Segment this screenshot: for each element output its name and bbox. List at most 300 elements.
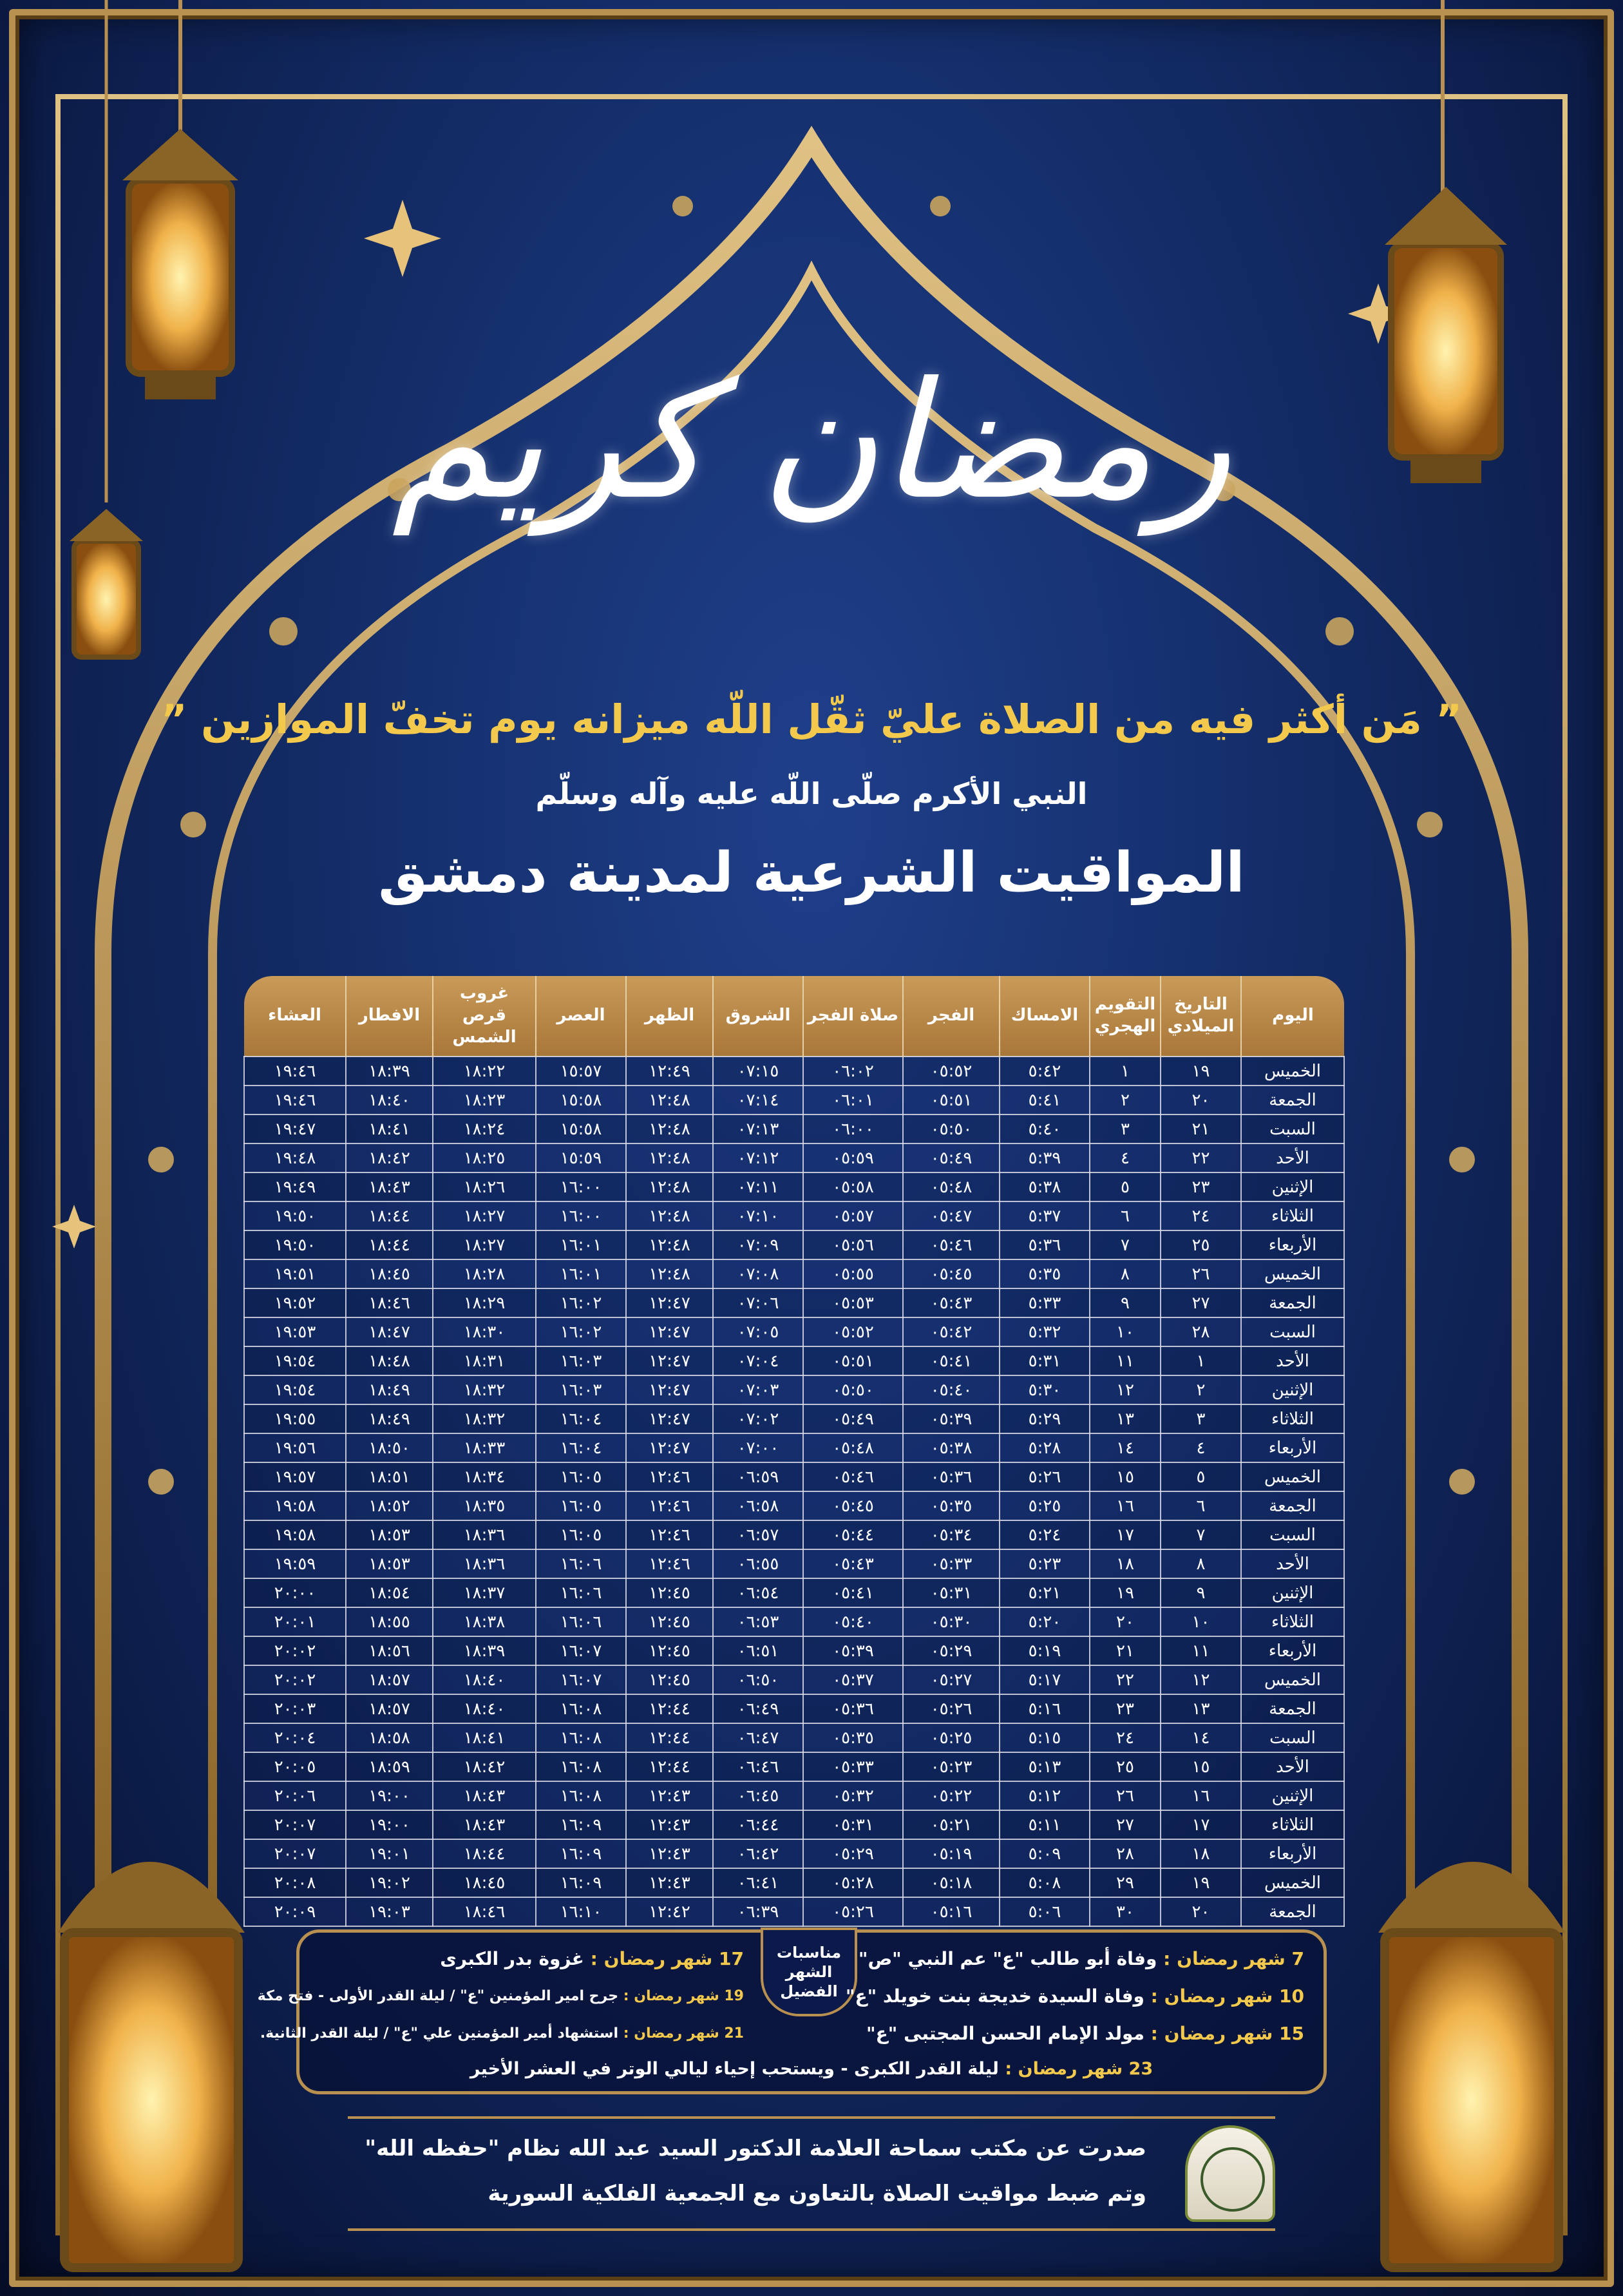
table-cell: ١٤ — [1161, 1723, 1241, 1752]
table-cell: ١٦:١٠ — [536, 1897, 626, 1926]
column-header: العشاء — [244, 976, 346, 1057]
table-cell: ٠٥:٥٠ — [903, 1115, 1000, 1143]
table-cell: ٢١ — [1161, 1115, 1241, 1143]
table-cell: ١٨:٤٠ — [433, 1665, 536, 1694]
table-cell: ٠٥:٣٩ — [803, 1636, 903, 1665]
table-cell: ٠٦:٠٠ — [803, 1115, 903, 1143]
table-cell: ١٢:٤٦ — [626, 1491, 713, 1520]
table-cell: ٠٥:٢٣ — [903, 1752, 1000, 1781]
table-cell: ٦ — [1161, 1491, 1241, 1520]
table-cell: ١٦ — [1090, 1491, 1161, 1520]
table-cell: ١٢:٤٧ — [626, 1346, 713, 1375]
event-item — [866, 2023, 1304, 2044]
table-cell: الجمعة — [1241, 1491, 1344, 1520]
table-cell: ١٨:٢٤ — [433, 1115, 536, 1143]
table-cell: ٢٨ — [1090, 1839, 1161, 1868]
table-cell: ١٦:٠٢ — [536, 1317, 626, 1346]
table-cell: ١٩:٥٧ — [244, 1462, 346, 1491]
table-cell: ٠٥:٢٦ — [903, 1694, 1000, 1723]
table-cell: ٠٥:٤٦ — [903, 1230, 1000, 1259]
table-cell: الجمعة — [1241, 1288, 1344, 1317]
table-cell: ٥:٣٧ — [1000, 1201, 1090, 1230]
event-date: 17 شهر رمضان : — [584, 1948, 744, 1969]
table-cell: ١٩:٥٢ — [244, 1288, 346, 1317]
event-item — [258, 1988, 744, 2004]
table-cell: السبت — [1241, 1115, 1344, 1143]
table-cell: ٥:٣٣ — [1000, 1288, 1090, 1317]
table-cell: ٠٥:٤٦ — [803, 1462, 903, 1491]
table-cell: ٠٥:٤٣ — [803, 1549, 903, 1578]
table-cell: الأحد — [1241, 1549, 1344, 1578]
table-body — [244, 1057, 1344, 1926]
table-cell: ٥:٢٨ — [1000, 1433, 1090, 1462]
table-row — [244, 1636, 1344, 1665]
table-cell: ١٦:٠٥ — [536, 1462, 626, 1491]
table-row — [244, 1057, 1344, 1086]
prayer-times-table — [268, 976, 1345, 1927]
table-cell: ١٨:٢٣ — [433, 1086, 536, 1115]
table-row — [244, 1375, 1344, 1404]
table-cell: ٥:٤٢ — [1000, 1057, 1090, 1086]
table-cell: ١٦:٠٦ — [536, 1578, 626, 1607]
table-cell: ١٧ — [1090, 1520, 1161, 1549]
table-cell: ١٢:٤٥ — [626, 1665, 713, 1694]
table-cell: ١٨:٣٢ — [433, 1404, 536, 1433]
table-cell: ١٨:٤٣ — [433, 1810, 536, 1839]
table-cell: ١٨:٤١ — [346, 1115, 433, 1143]
table-cell: ١٢:٤٧ — [626, 1288, 713, 1317]
table-cell: ١٨:٢٢ — [433, 1057, 536, 1086]
table-cell: ١٠ — [1090, 1317, 1161, 1346]
ramadan-kareem-calligraphy: رمضان كريم — [392, 347, 1231, 535]
table-cell: ٥:٠٦ — [1000, 1897, 1090, 1926]
table-cell: ٥:٢٥ — [1000, 1491, 1090, 1520]
table-cell: ١٢:٤٥ — [626, 1607, 713, 1636]
event-text: مولد الإمام الحسن المجتبى "ع" — [866, 2023, 1144, 2044]
table-cell: الثلاثاء — [1241, 1810, 1344, 1839]
table-cell: ٠٥:٥١ — [803, 1346, 903, 1375]
table-cell: ٠٥:٥٥ — [803, 1259, 903, 1288]
table-cell: ١٢:٤٤ — [626, 1723, 713, 1752]
table-cell: الخميس — [1241, 1868, 1344, 1897]
table-cell: ٥:٢٣ — [1000, 1549, 1090, 1578]
table-cell: ٥:٣٥ — [1000, 1259, 1090, 1288]
table-cell: ٣ — [1090, 1115, 1161, 1143]
hadith-attribution: النبي الأكرم صلّى اللّه عليه وآله وسلّم — [535, 776, 1088, 811]
table-cell: ١٩:٥٠ — [244, 1230, 346, 1259]
table-cell: ٥:٢٤ — [1000, 1520, 1090, 1549]
table-cell: ١٢:٤٨ — [626, 1143, 713, 1172]
table-cell: ١٩:٠٠ — [346, 1810, 433, 1839]
table-cell: الثلاثاء — [1241, 1404, 1344, 1433]
table-cell: ١١ — [1090, 1346, 1161, 1375]
table-cell: ٢٠:٠١ — [244, 1607, 346, 1636]
table-cell: ١٥ — [1161, 1752, 1241, 1781]
table-cell: ٠٦:٤٦ — [713, 1752, 803, 1781]
table-cell: الإثنين — [1241, 1172, 1344, 1201]
table-cell: ٠٦:٥٨ — [713, 1491, 803, 1520]
table-row — [244, 1665, 1344, 1694]
table-cell: ١٢:٤٦ — [626, 1462, 713, 1491]
table-cell: ١٨:٣٧ — [433, 1578, 536, 1607]
table-cell: ١٦:٠٤ — [536, 1404, 626, 1433]
table-cell: ٠٥:٣٢ — [803, 1781, 903, 1810]
table-cell: ٢٠:٠٨ — [244, 1868, 346, 1897]
table-cell: ٠٦:٠١ — [803, 1086, 903, 1115]
table-cell: ١٥:٥٩ — [536, 1143, 626, 1172]
table-cell: ١٢ — [1090, 1375, 1161, 1404]
table-cell: ١٢:٤٨ — [626, 1172, 713, 1201]
table-cell: ١٩:٠١ — [346, 1839, 433, 1868]
table-cell: ٠٧:٠٣ — [713, 1375, 803, 1404]
table-cell: ٠٥:٢٦ — [803, 1897, 903, 1926]
table-cell: ١٩:٥٨ — [244, 1520, 346, 1549]
table-cell: ٢٢ — [1161, 1143, 1241, 1172]
table-row — [244, 1752, 1344, 1781]
table-cell: ٠٥:٤٠ — [903, 1375, 1000, 1404]
table-cell: ٠٧:١٥ — [713, 1057, 803, 1086]
table-cell: ١٦:٠٢ — [536, 1288, 626, 1317]
column-header: صلاة الفجر — [803, 976, 903, 1057]
table-cell: ٦ — [1090, 1201, 1161, 1230]
table-cell: ٢٠:٠٥ — [244, 1752, 346, 1781]
table-cell: ٠٦:٤١ — [713, 1868, 803, 1897]
table-cell: ٢٠:٠٦ — [244, 1781, 346, 1810]
table-cell: ٥:٢١ — [1000, 1578, 1090, 1607]
table-cell: ١٥:٥٨ — [536, 1115, 626, 1143]
table-cell: ١ — [1161, 1346, 1241, 1375]
event-item — [859, 1948, 1304, 1969]
table-row — [244, 1491, 1344, 1520]
table-cell: ٠٥:٣٨ — [903, 1433, 1000, 1462]
lantern-icon — [58, 1862, 245, 2268]
table-cell: ٠٦:٥٣ — [713, 1607, 803, 1636]
table-cell: ٠٥:٢٨ — [803, 1868, 903, 1897]
footer — [348, 2116, 1275, 2231]
table-cell: ١٢:٤٢ — [626, 1897, 713, 1926]
table-cell: ٥:٢٦ — [1000, 1462, 1090, 1491]
event-item — [440, 1948, 744, 1969]
table-cell: ١٩:٥٣ — [244, 1317, 346, 1346]
event-text: وفاة أبو طالب "ع" عم النبي "ص" — [858, 1948, 1157, 1969]
table-row — [244, 1201, 1344, 1230]
table-cell: ١٢:٤٣ — [626, 1810, 713, 1839]
table-cell: ٢٥ — [1090, 1752, 1161, 1781]
table-cell: ١٨:٤٢ — [346, 1143, 433, 1172]
table-cell: ٢٠:٠٠ — [244, 1578, 346, 1607]
table-cell: ٢٠:٠٢ — [244, 1665, 346, 1694]
table-cell: ١٢:٤٨ — [626, 1115, 713, 1143]
table-cell: الجمعة — [1241, 1086, 1344, 1115]
table-cell: ٨ — [1161, 1549, 1241, 1578]
table-cell: الأربعاء — [1241, 1433, 1344, 1462]
table-cell: ١٨:٥٣ — [346, 1549, 433, 1578]
table-cell: ٠٥:٤٩ — [903, 1143, 1000, 1172]
table-cell: ١٦:٠٩ — [536, 1810, 626, 1839]
table-cell: ١٩:٥٤ — [244, 1375, 346, 1404]
table-cell: ١٨:٤٣ — [433, 1781, 536, 1810]
table-cell: ٠٧:٠٢ — [713, 1404, 803, 1433]
table-cell: ١٢:٤٥ — [626, 1636, 713, 1665]
hadith-quote: ” مَن أكثر فيه من الصلاة عليّ ثقّل اللّه ميزانه يوم تخفّ الموازين ” — [160, 696, 1463, 743]
table-cell: ١٢:٤٨ — [626, 1201, 713, 1230]
table-cell: ٢٣ — [1090, 1694, 1161, 1723]
table-cell: ٢٦ — [1161, 1259, 1241, 1288]
table-cell: ١٦:٠٨ — [536, 1723, 626, 1752]
table-cell: الإثنين — [1241, 1781, 1344, 1810]
table-row — [244, 1288, 1344, 1317]
table-cell: ١٢:٤٥ — [626, 1578, 713, 1607]
table-cell: ٠٥:٥٧ — [803, 1201, 903, 1230]
table-cell: ٧ — [1090, 1230, 1161, 1259]
table-cell: ٠٥:٣٣ — [803, 1752, 903, 1781]
table-cell: ٠٥:٣١ — [903, 1578, 1000, 1607]
table-cell: الخميس — [1241, 1259, 1344, 1288]
table-cell: ١٢:٤٣ — [626, 1868, 713, 1897]
event-item — [299, 2059, 1324, 2079]
table-cell: ٠٧:١١ — [713, 1172, 803, 1201]
table-cell: ٩ — [1090, 1288, 1161, 1317]
table-cell: ٥ — [1090, 1172, 1161, 1201]
table-cell: ١٢:٤٣ — [626, 1839, 713, 1868]
event-date: 19 شهر رمضان : — [618, 1988, 744, 2004]
table-cell: ١٨:٤٧ — [346, 1317, 433, 1346]
table-cell: ٢٧ — [1161, 1288, 1241, 1317]
table-cell: ١٨:٥١ — [346, 1462, 433, 1491]
table-cell: ٠٦:٠٢ — [803, 1057, 903, 1086]
table-cell: الخميس — [1241, 1057, 1344, 1086]
table-cell: ٥:٣٠ — [1000, 1375, 1090, 1404]
table-cell: الجمعة — [1241, 1694, 1344, 1723]
table-cell: ٠٥:١٦ — [903, 1897, 1000, 1926]
table-cell: ٠٥:٥٨ — [803, 1172, 903, 1201]
table-row — [244, 1868, 1344, 1897]
table-cell: ٠٦:٤٩ — [713, 1694, 803, 1723]
table-cell: ١٨:٤٠ — [433, 1694, 536, 1723]
table-cell: ١٩:٥٦ — [244, 1433, 346, 1462]
table-cell: ٥:٣٦ — [1000, 1230, 1090, 1259]
table-cell: ١٨:٤٠ — [346, 1086, 433, 1115]
table-cell: ٠٥:٢٧ — [903, 1665, 1000, 1694]
table-cell: ٠٥:٤٢ — [903, 1317, 1000, 1346]
table-cell: ١٦:٠٨ — [536, 1781, 626, 1810]
table-cell: ١٨:٤٢ — [433, 1752, 536, 1781]
table-cell: ٥:١٣ — [1000, 1752, 1090, 1781]
event-date: 21 شهر رمضان : — [618, 2025, 744, 2042]
table-cell: ٢ — [1090, 1086, 1161, 1115]
table-cell: ٢٠:٠٧ — [244, 1810, 346, 1839]
table-cell: السبت — [1241, 1723, 1344, 1752]
table-cell: ٠٥:٣٠ — [903, 1607, 1000, 1636]
table-cell: ١٩ — [1090, 1578, 1161, 1607]
event-text: ليلة القدر الكبرى - ويستحب إحياء ليالي الوتر في العشر الأخير — [470, 2059, 999, 2079]
table-cell: ٤ — [1090, 1143, 1161, 1172]
table-row — [244, 1694, 1344, 1723]
table-cell: ٨ — [1090, 1259, 1161, 1288]
table-cell: ٥:١١ — [1000, 1810, 1090, 1839]
table-cell: ١٨:٤٥ — [346, 1259, 433, 1288]
table-cell: ١٨:٣٢ — [433, 1375, 536, 1404]
page-title: المواقيت الشرعية لمدينة دمشق — [378, 841, 1245, 905]
event-text: جرح امير المؤمنين "ع" / ليلة القدر الأولى - فتح مكة — [257, 1988, 619, 2004]
event-text: وفاة السيدة خديجة بنت خويلد "ع" — [845, 1985, 1144, 2007]
table-cell: ١٨:٢٧ — [433, 1201, 536, 1230]
event-text: غزوة بدر الكبرى — [440, 1948, 584, 1969]
table-cell: ١٩:٤٦ — [244, 1057, 346, 1086]
table-cell: ١٨:٣٨ — [433, 1607, 536, 1636]
table-row — [244, 1404, 1344, 1433]
table-cell: ١٩ — [1161, 1057, 1241, 1086]
table-cell: الإثنين — [1241, 1375, 1344, 1404]
table-cell: ٠٥:٣٣ — [903, 1549, 1000, 1578]
column-header: الافطار — [346, 976, 433, 1057]
table-cell: ٥:٣٨ — [1000, 1172, 1090, 1201]
table-cell: ١٩:٠٢ — [346, 1868, 433, 1897]
table-cell: ٢٠:٠٧ — [244, 1839, 346, 1868]
table-cell: ٠٦:٥٧ — [713, 1520, 803, 1549]
table-cell: ٥:٠٩ — [1000, 1839, 1090, 1868]
table-cell: ١٦:٠٣ — [536, 1375, 626, 1404]
table-cell: ٠٥:٤٨ — [803, 1433, 903, 1462]
table-row — [244, 1578, 1344, 1607]
table-cell: ١٩:٤٩ — [244, 1172, 346, 1201]
table-cell: ٢٥ — [1161, 1230, 1241, 1259]
table-cell: ٣ — [1161, 1404, 1241, 1433]
table-row — [244, 1433, 1344, 1462]
column-header: التاريخ الميلادي — [1161, 976, 1241, 1057]
column-header: غروب قرص الشمس — [433, 976, 536, 1057]
table-row — [244, 1143, 1344, 1172]
table-cell: ٠٦:٤٥ — [713, 1781, 803, 1810]
table-row — [244, 1810, 1344, 1839]
table-cell: ١٦:٠٣ — [536, 1346, 626, 1375]
table-cell: ٢٠ — [1161, 1086, 1241, 1115]
event-date: 23 شهر رمضان : — [998, 2059, 1153, 2079]
table-cell: ٢٠:٠٤ — [244, 1723, 346, 1752]
event-text: استشهاد أمير المؤمنين علي "ع" / ليلة القدر الثانية. — [260, 2025, 619, 2042]
table-cell: ١٨:٥٩ — [346, 1752, 433, 1781]
table-cell: ١٨:٣١ — [433, 1346, 536, 1375]
table-cell: ١٨:٥٦ — [346, 1636, 433, 1665]
table-cell: ٥:٢٠ — [1000, 1607, 1090, 1636]
table-cell: ١٨:٥٧ — [346, 1665, 433, 1694]
table-cell: الأحد — [1241, 1346, 1344, 1375]
month-events-panel — [257, 1929, 1327, 2094]
table-cell: ٥:٤٠ — [1000, 1115, 1090, 1143]
table-cell: ١ — [1090, 1057, 1161, 1086]
table-row — [244, 1259, 1344, 1288]
table-cell: الأربعاء — [1241, 1230, 1344, 1259]
table-cell: ٠٥:٥٣ — [803, 1288, 903, 1317]
table-cell: ٢٠ — [1090, 1607, 1161, 1636]
table-row — [244, 1346, 1344, 1375]
table-cell: ٢٧ — [1090, 1810, 1161, 1839]
table-cell: ٥:١٥ — [1000, 1723, 1090, 1752]
table-header-row — [244, 976, 1344, 1057]
table-cell: ١١ — [1161, 1636, 1241, 1665]
table-cell: ٢٢ — [1090, 1665, 1161, 1694]
table-cell: ١٦:٠٨ — [536, 1752, 626, 1781]
events-badge-line: الشهر — [785, 1963, 833, 1981]
table-cell: ٠٥:٢١ — [903, 1810, 1000, 1839]
table-cell: ٢ — [1161, 1375, 1241, 1404]
table-cell: ١٩:٥٥ — [244, 1404, 346, 1433]
table-cell: ٠٥:٥٠ — [803, 1375, 903, 1404]
table-row — [244, 1781, 1344, 1810]
table-cell: ١٥ — [1090, 1462, 1161, 1491]
table-cell: ٠٧:١٢ — [713, 1143, 803, 1172]
table-cell: ٠٥:٢٢ — [903, 1781, 1000, 1810]
table-cell: ١٨:٣٦ — [433, 1549, 536, 1578]
table-cell: ١٢:٤٨ — [626, 1259, 713, 1288]
table-cell: ٠٧:٠٩ — [713, 1230, 803, 1259]
table-cell: ٥:١٦ — [1000, 1694, 1090, 1723]
table-cell: ٠٥:٣١ — [803, 1810, 903, 1839]
table-cell: ٠٥:٣٦ — [903, 1462, 1000, 1491]
table-cell: ٠٧:١٠ — [713, 1201, 803, 1230]
table-cell: ٢٣ — [1161, 1172, 1241, 1201]
table-cell: ٧ — [1161, 1520, 1241, 1549]
table-cell: ١٢:٤٨ — [626, 1086, 713, 1115]
table-cell: ٠٦:٥٤ — [713, 1578, 803, 1607]
table-cell: ١٦:٠١ — [536, 1259, 626, 1288]
lantern-icon — [1378, 1862, 1565, 2268]
table-row — [244, 1462, 1344, 1491]
table-cell: ٠٥:١٩ — [903, 1839, 1000, 1868]
table-cell: ١٦:٠٦ — [536, 1607, 626, 1636]
table-cell: ٠٥:٤٠ — [803, 1607, 903, 1636]
column-header: الشروق — [713, 976, 803, 1057]
events-badge-line: مناسبات — [776, 1944, 842, 1962]
footer-issuer: صدرت عن مكتب سماحة العلامة الدكتور السيد عبد الله نظام "حفظه الله" — [365, 2136, 1146, 2161]
table-cell: ٥:٢٩ — [1000, 1404, 1090, 1433]
column-header: الظهر — [626, 976, 713, 1057]
table-cell: ١٤ — [1090, 1433, 1161, 1462]
table-row — [244, 1839, 1344, 1868]
column-header: العصر — [536, 976, 626, 1057]
table-cell: ١٨:٣٥ — [433, 1491, 536, 1520]
table-cell: ٠٥:٥٦ — [803, 1230, 903, 1259]
table-cell: ١٨:٤٤ — [433, 1839, 536, 1868]
table-cell: ٠٧:٠٦ — [713, 1288, 803, 1317]
table-cell: الثلاثاء — [1241, 1201, 1344, 1230]
table-cell: ١٦:٠٨ — [536, 1694, 626, 1723]
column-header: الفجر — [903, 976, 1000, 1057]
table-cell: ١٨:٣٦ — [433, 1520, 536, 1549]
table-cell: ٥:٣٩ — [1000, 1143, 1090, 1172]
table-cell: ١٨:٢٧ — [433, 1230, 536, 1259]
table-cell: ١٨:٤١ — [433, 1723, 536, 1752]
table-cell: ١٩:٤٦ — [244, 1086, 346, 1115]
table-cell: ١٨ — [1090, 1549, 1161, 1578]
table-cell: ٢٦ — [1090, 1781, 1161, 1810]
table-cell: ١٦:٠٧ — [536, 1665, 626, 1694]
table-cell: ١٥:٥٧ — [536, 1057, 626, 1086]
table-cell: ١٨:٣٩ — [346, 1057, 433, 1086]
table-cell: ١٨:٤٩ — [346, 1404, 433, 1433]
table-cell: ١٠ — [1161, 1607, 1241, 1636]
table-cell: ٢٤ — [1090, 1723, 1161, 1752]
table-cell: ٠٥:٣٦ — [803, 1694, 903, 1723]
table-cell: ١٨:٤٩ — [346, 1375, 433, 1404]
table-cell: ١٨:٥٤ — [346, 1578, 433, 1607]
table-cell: ٢٠:٠٣ — [244, 1694, 346, 1723]
table-cell: ٠٧:٠٠ — [713, 1433, 803, 1462]
table-cell: ١٨:٤٣ — [346, 1172, 433, 1201]
events-badge — [761, 1928, 857, 2016]
table-cell: ٥:٤١ — [1000, 1086, 1090, 1115]
table-cell: ١٦:٠٧ — [536, 1636, 626, 1665]
